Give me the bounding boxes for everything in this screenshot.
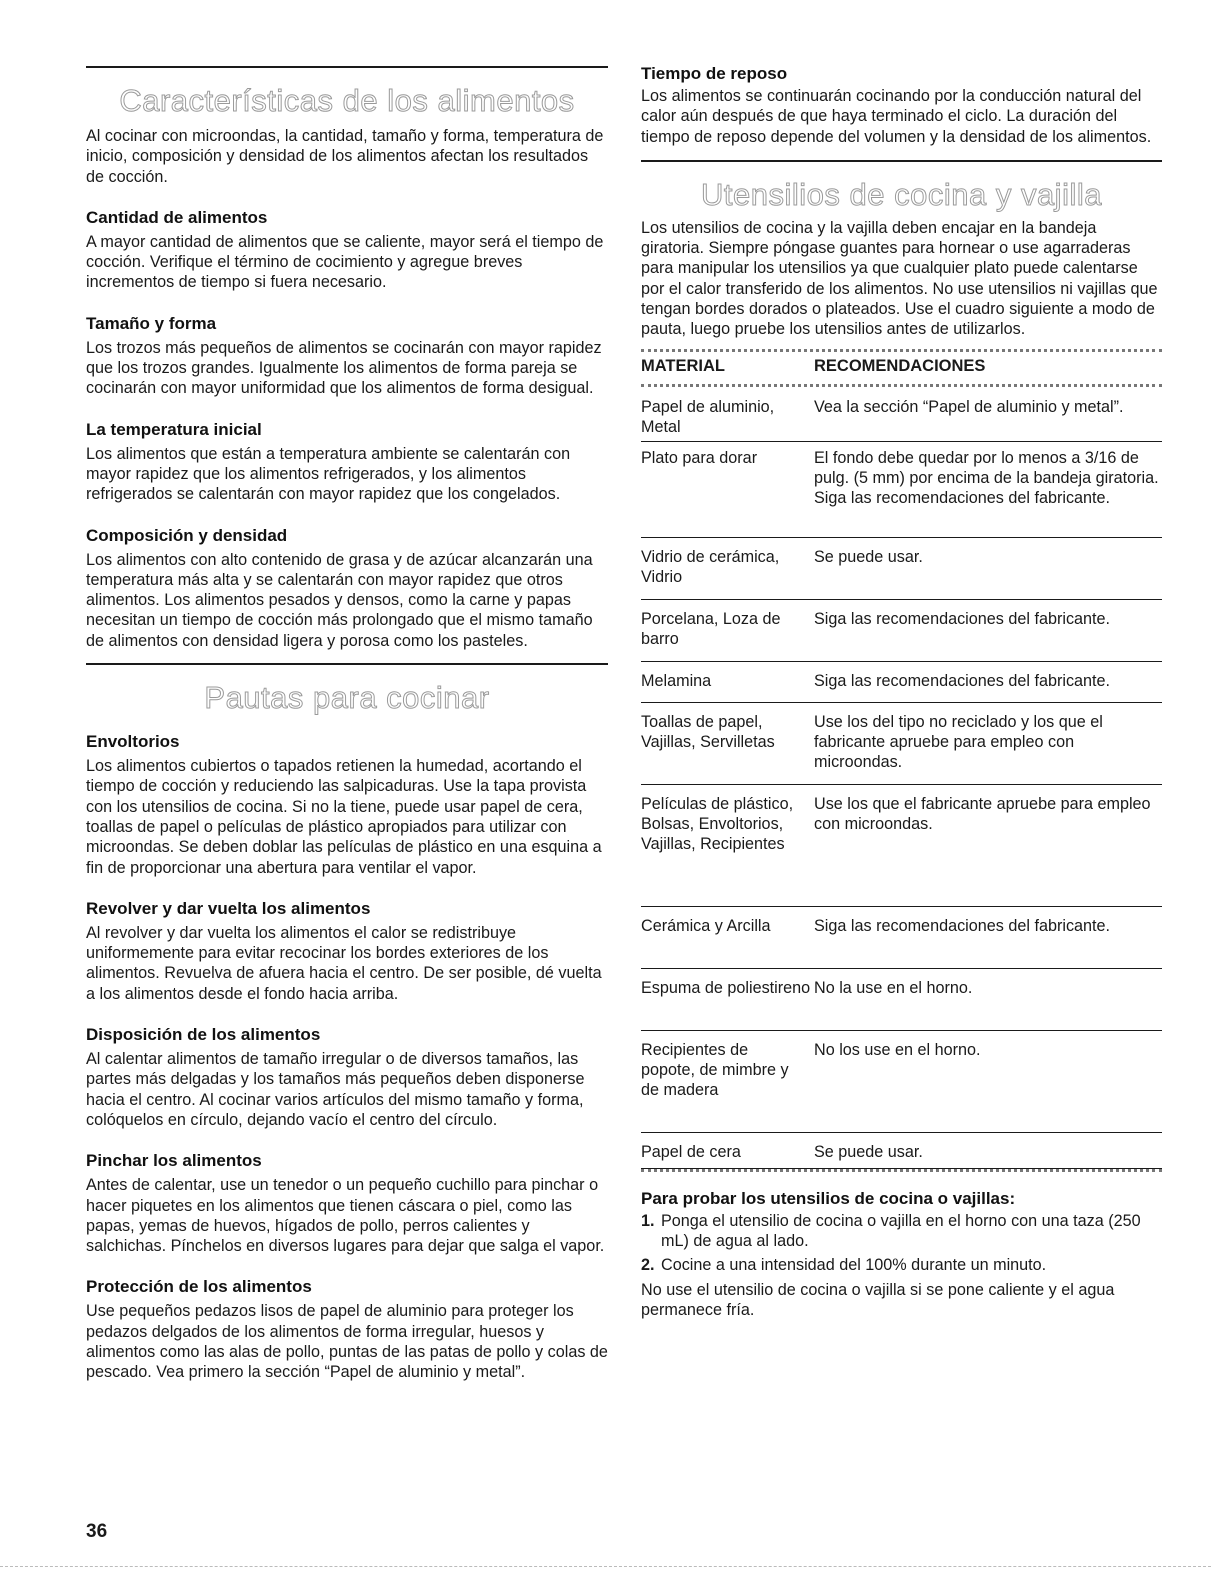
subsection-heading: La temperatura inicial <box>86 419 262 439</box>
subsection-text: Los alimentos con alto contenido de grasa y de azúcar alcanzarán una temperatura más alta y se calentarán con mayor rapidez que otros alimentos. Los alimentos pesados y densos, como la carne y papas necesitan un tiempo de cocción más prolongado que el mismo tamaño de alimentos con densidad ligera y porosa como los pasteles. <box>86 550 593 650</box>
recommendation-cell: Vea la sección “Papel de aluminio y metal”. <box>814 397 1124 416</box>
table-row <box>641 907 1162 969</box>
subsection-text: Los alimentos que están a temperatura ambiente se calentarán con mayor rapidez que los alimentos refrigerados, y los alimentos refrigerados se calentarán con mayor rapidez que los congelados. <box>86 444 571 504</box>
recommendation-cell: Siga las recomendaciones del fabricante. <box>814 671 1111 690</box>
section-divider <box>86 663 608 665</box>
table-row <box>641 538 1162 600</box>
table-row <box>641 969 1162 1031</box>
subsection-heading: Envoltorios <box>86 732 180 752</box>
material-cell: Vidrio de cerámica, Vidrio <box>641 547 780 586</box>
recommendation-cell: No los use en el horno. <box>814 1040 981 1059</box>
step-text: Ponga el utensilio de cocina o vajilla en el horno con una taza (250 mL) de agua al lado. <box>661 1211 1141 1250</box>
recommendation-cell: El fondo debe quedar por lo menos a 3/16 de pulg. (5 mm) por encima de la bandeja giratoria. Siga las recomendaciones del fabricante. <box>814 448 1159 508</box>
subsection-text: Los alimentos se continuarán cocinando por la conducción natural del calor aún después de que haya terminado el ciclo. La duración del tiempo de reposo depende del volumen y la densidad de los alimentos. <box>641 87 1152 146</box>
material-cell: Porcelana, Loza de barro <box>641 609 781 648</box>
test-heading: Para probar los utensilios de cocina o vajillas: <box>641 1188 1016 1208</box>
subsection-text: Los trozos más pequeños de alimentos se cocinarán con mayor rapidez que los trozos grandes. Igualmente los alimentos de forma pareja se cocinarán con mayor uniformidad que los alimentos de forma desigual. <box>86 338 602 398</box>
subsection-heading: Revolver y dar vuelta los alimentos <box>86 898 371 918</box>
material-cell: Cerámica y Arcilla <box>641 916 771 935</box>
section-title-food-characteristics: Características de los alimentos <box>119 83 575 118</box>
column-header-recommendations: RECOMENDACIONES <box>814 356 986 375</box>
subsection-text: Al calentar alimentos de tamaño irregular o de diversos tamaños, las partes más delgadas y los tamaños más pequeños deben disponerse hacia el centro. Al cocinar varios artículos del mismo tamaño y forma, colóquelos en círculo, dejando vacío el centro del círculo. <box>86 1050 585 1129</box>
table-row <box>641 1133 1162 1169</box>
material-cell: Papel de cera <box>641 1142 741 1161</box>
list-item <box>641 1255 1162 1275</box>
test-steps-list <box>641 1211 1162 1276</box>
material-cell: Espuma de poliestireno <box>641 978 811 997</box>
table-bottom-border <box>641 1169 1162 1172</box>
table-row <box>641 387 1162 442</box>
list-item <box>641 1211 1162 1252</box>
recommendation-cell: Use los del tipo no reciclado y los que el fabricante apruebe para empleo con microondas. <box>814 712 1103 772</box>
left-column <box>86 0 608 1383</box>
subsection-text: A mayor cantidad de alimentos que se caliente, mayor será el tiempo de cocción. Verifique el término de cocimiento y agregue breves incrementos de tiempo si fuera necesario. <box>86 232 604 292</box>
subsection-text: Antes de calentar, use un tenedor o un pequeño cuchillo para pinchar o hacer piquetes en los alimentos que tienen cáscara o piel, como las papas, yemas de huevos, hígados de pollo, perros calientes y salchichas. Pínchelos en diversos lugares para dejar que salga el vapor. <box>86 1176 605 1256</box>
test-note: No use el utensilio de cocina o vajilla si se pone caliente y el agua permanece fría. <box>641 1280 1115 1319</box>
recommendation-cell: Se puede usar. <box>814 1142 923 1161</box>
subsection-text: Los alimentos cubiertos o tapados retienen la humedad, acortando el tiempo de cocción y reduciendo las salpicaduras. Use la tapa provista con los utensilios de cocina. Si no la tiene, puede usar papel de cera, toallas de papel o películas de plástico apropiados para utilizar con microondas. Se deben doblar las películas de plástico en una esquina a fin de proporcionar una abertura para ventilar el vapor. <box>86 757 602 877</box>
table-header <box>641 356 1162 380</box>
subsection-text: Use pequeños pedazos lisos de papel de aluminio para proteger los pedazos delgados de los alimentos de forma irregular, huesos y alimentos como las alas de pollo, puntas de las patas de pollo y colas de pescado. Vea primero la sección “Papel de aluminio y metal”. <box>86 1302 608 1382</box>
page-number: 36 <box>86 1521 108 1542</box>
section-title-cookware: Utensilios de cocina y vajilla <box>701 176 1102 212</box>
material-cell: Papel de aluminio, Metal <box>641 397 775 436</box>
material-cell: Películas de plástico, Bolsas, Envoltorios, Vajillas, Recipientes <box>641 794 794 854</box>
subsection-heading: Disposición de los alimentos <box>86 1025 321 1045</box>
material-cell: Recipientes de popote, de mimbre y de madera <box>641 1040 789 1100</box>
subsection-text: Al revolver y dar vuelta los alimentos el calor se redistribuye uniformemente para evitar recocinar los bordes exteriores de los alimentos. Revuelva de afuera hacia el centro. De ser posible, dé vuelta a los alimentos desde el fondo hacia arriba. <box>86 923 602 1003</box>
step-number: 2. <box>641 1256 655 1275</box>
subsection-heading: Tiempo de reposo <box>641 64 788 83</box>
recommendation-cell: Siga las recomendaciones del fabricante. <box>814 609 1111 628</box>
recommendation-cell: Use los que el fabricante apruebe para empleo con microondas. <box>814 794 1151 833</box>
table-row <box>641 703 1162 785</box>
recommendation-cell: Siga las recomendaciones del fabricante. <box>814 916 1111 935</box>
section-title-cooking-guidelines: Pautas para cocinar <box>204 680 490 716</box>
column-header-material: MATERIAL <box>641 356 726 375</box>
subsection-heading: Pinchar los alimentos <box>86 1151 262 1171</box>
scan-edge-line <box>0 1566 1211 1567</box>
table-row <box>641 785 1162 907</box>
recommendation-cell: No la use en el horno. <box>814 978 973 997</box>
subsection-heading: Composición y densidad <box>86 525 288 545</box>
table-row <box>641 1031 1162 1133</box>
subsection-heading: Cantidad de alimentos <box>86 207 268 227</box>
material-cell: Plato para dorar <box>641 448 758 467</box>
section-intro: Al cocinar con microondas, la cantidad, tamaño y forma, temperatura de inicio, composición y densidad de los alimentos afectan los resultados de cocción. <box>86 127 604 186</box>
material-cell: Melamina <box>641 671 712 690</box>
material-cell: Toallas de papel, Vajillas, Servilletas <box>641 712 775 751</box>
step-number: 1. <box>641 1211 655 1230</box>
step-text: Cocine a una intensidad del 100% durante un minuto. <box>661 1256 1047 1275</box>
right-column <box>641 0 1162 1320</box>
section-divider <box>641 160 1162 162</box>
recommendation-cell: Se puede usar. <box>814 547 923 566</box>
table-row <box>641 662 1162 703</box>
subsection-heading: Protección de los alimentos <box>86 1277 312 1297</box>
table-row <box>641 442 1162 538</box>
section-intro: Los utensilios de cocina y la vajilla deben encajar en la bandeja giratoria. Siempre póngase guantes para hornear o use agarraderas para manipular los utensilios ya que cualquier plato puede calentarse por el calor transferido de los alimentos. No use utensilios ni vajillas que tengan bordes dorados o plateados. Use el cuadro siguiente a modo de pauta, luego pruebe los utensilios antes de utilizarlos. <box>641 218 1158 339</box>
table-row <box>641 600 1162 662</box>
table-top-border <box>641 349 1162 352</box>
subsection-heading: Tamaño y forma <box>86 313 217 333</box>
section-divider <box>86 66 608 68</box>
cookware-table <box>641 349 1162 1172</box>
